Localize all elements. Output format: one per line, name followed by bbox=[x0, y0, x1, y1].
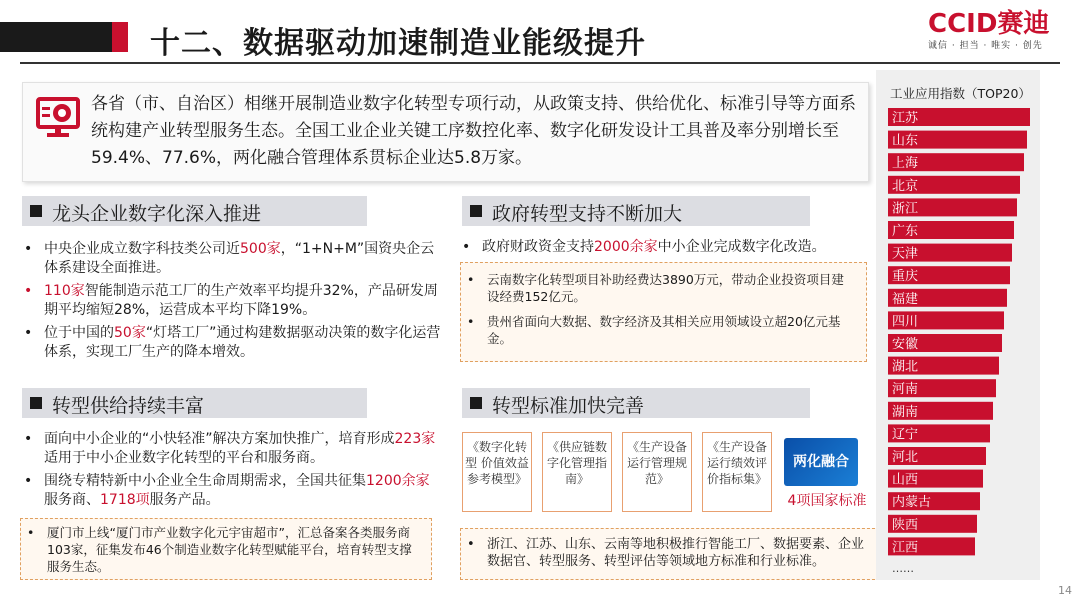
ranking-bar-chart bbox=[876, 70, 1040, 580]
bar-label: 江苏 bbox=[892, 111, 919, 126]
page-title: 十二、数据驱动加速制造业能级提升 bbox=[150, 26, 646, 61]
bullet-icon: • bbox=[467, 314, 475, 329]
section-header-government bbox=[462, 196, 810, 226]
bullet-icon: • bbox=[24, 431, 33, 447]
government-note-list bbox=[461, 271, 856, 347]
government-list bbox=[456, 238, 876, 261]
section-header-leaders bbox=[22, 196, 367, 226]
section-title: 转型标准加快完善 bbox=[492, 395, 645, 417]
intro-box bbox=[22, 82, 869, 182]
bar-label: 北京 bbox=[892, 178, 919, 194]
standard-doc-card: 《数字化转型 价值效益参考模型》 bbox=[462, 432, 532, 512]
list-item: • 贵州省面向大数据、数字经济及其相关应用领域设立超20亿元基金。 bbox=[467, 314, 841, 346]
standard-doc-card: 《生产设备运行管理规范》 bbox=[622, 432, 692, 512]
leaders-list bbox=[18, 240, 443, 366]
section-title: 龙头企业数字化深入推进 bbox=[52, 203, 262, 225]
standards-note-list bbox=[461, 536, 869, 570]
standard-doc-card: 《供应链数字化管理指南》 bbox=[542, 432, 612, 512]
intro-text: 各省（市、自治区）相继开展制造业数字化转型专项行动，从政策支持、供给优化、标准引导等方面系统构建产业转型服务生态。全国工业企业关键工序数控化率、数字化研发设计工具普及率分别增长至59.4%、77.6%，两化融合管理体系贯标企业达5.8万家。 bbox=[91, 94, 856, 168]
bullet-icon: • bbox=[27, 525, 35, 540]
logo-text: CCID赛迪 bbox=[928, 9, 1050, 39]
bullet-icon: • bbox=[24, 325, 33, 341]
standards-note-box bbox=[460, 528, 880, 580]
bar-label: 河南 bbox=[892, 382, 919, 398]
more-ellipsis: …… bbox=[892, 562, 914, 575]
square-bullet-icon bbox=[30, 397, 42, 409]
bar-label: 重庆 bbox=[892, 269, 919, 285]
page-number: 14 bbox=[1058, 584, 1072, 597]
government-note-box bbox=[460, 262, 867, 362]
bar-label: 内蒙古 bbox=[892, 495, 932, 511]
bullet-icon: • bbox=[462, 239, 471, 255]
chart-panel bbox=[876, 70, 1040, 580]
bar-label: 陕西 bbox=[892, 517, 919, 533]
bar-label: 湖北 bbox=[892, 359, 919, 375]
bar-label: 天津 bbox=[892, 246, 919, 262]
list-item: • 位于中国的50家“灯塔工厂”通过构建数据驱动决策的数字化运营体系，实现工厂生产的降本增效。 bbox=[24, 325, 441, 360]
bar-label: 江西 bbox=[892, 540, 919, 556]
square-bullet-icon bbox=[470, 205, 482, 217]
bar-label: 安徽 bbox=[892, 337, 919, 352]
badge-text: 两化融合 bbox=[793, 454, 849, 470]
bar-label: 浙江 bbox=[892, 201, 919, 217]
bar-label: 四川 bbox=[892, 314, 919, 330]
ccid-logo bbox=[928, 10, 1058, 58]
bar-label: 山东 bbox=[892, 133, 919, 149]
standards-caption: 4项国家标准 bbox=[787, 493, 867, 509]
list-item: • 110家智能制造示范工厂的生产效率平均提升32%，产品研发周期平均缩短28%，运营成本平均下降19%。 bbox=[24, 283, 438, 318]
title-accent-bar bbox=[0, 16, 150, 60]
section-header-supply bbox=[22, 388, 367, 418]
logo-tagline: 诚信 · 担当 · 唯实 · 创先 bbox=[928, 41, 1043, 51]
bullet-icon: • bbox=[467, 537, 475, 552]
section-header-standards bbox=[462, 388, 810, 418]
supply-note-list bbox=[21, 524, 421, 575]
supply-list bbox=[18, 430, 443, 514]
section-title: 转型供给持续丰富 bbox=[52, 395, 205, 417]
standard-doc-card: 《生产设备运行绩效评价指标集》 bbox=[702, 432, 772, 512]
supply-note-box bbox=[20, 518, 432, 580]
bar-label: 湖南 bbox=[892, 404, 919, 420]
list-item: • 浙江、江苏、山东、云南等地积极推行智能工厂、数据要素、企业数据官、转型服务、转型评估等领域地方标准和行业标准。 bbox=[467, 537, 865, 569]
list-item: • 云南数字化转型项目补助经费达3890万元，带动企业投资项目建设经费152亿元。 bbox=[467, 272, 844, 304]
bar-label: 山西 bbox=[892, 472, 919, 488]
list-item: • 厦门市上线“厦门市产业数字化元宇宙超市”，汇总备案各类服务商103家，征集发布46个制造业数字化转型赋能平台，培育转型支撑服务生态。 bbox=[27, 525, 412, 574]
square-bullet-icon bbox=[470, 397, 482, 409]
integration-badge bbox=[784, 438, 858, 486]
bullet-icon: • bbox=[24, 473, 33, 489]
bar-label: 河北 bbox=[892, 450, 919, 465]
bar-label: 辽宁 bbox=[892, 427, 919, 443]
square-bullet-icon bbox=[30, 205, 42, 217]
bullet-icon: • bbox=[467, 272, 475, 287]
bar-label: 福建 bbox=[892, 291, 919, 307]
chart-title: 工业应用指数（TOP20） bbox=[890, 86, 1031, 101]
bullet-icon: • bbox=[24, 283, 33, 299]
section-title: 政府转型支持不断加大 bbox=[492, 203, 683, 225]
bar-label: 上海 bbox=[892, 156, 919, 172]
list-item: • 面向中小企业的“小快轻准”解决方案加快推广，培育形成223家适用于中小企业数字化转型的平台和服务商。 bbox=[24, 431, 436, 466]
list-item: • 政府财政资金支持2000余家中小企业完成数字化改造。 bbox=[462, 239, 826, 255]
bar-label: 广东 bbox=[892, 224, 919, 239]
title-divider bbox=[20, 62, 1060, 64]
monitor-gear-icon bbox=[35, 93, 83, 141]
list-item: • 围绕专精特新中小企业全生命周期需求，全国共征集1200余家服务商、1718项服务产品。 bbox=[24, 473, 430, 508]
bullet-icon: • bbox=[24, 241, 33, 257]
list-item: • 中央企业成立数字科技类公司近500家，“1+N+M”国资央企云体系建设全面推进。 bbox=[24, 241, 435, 276]
